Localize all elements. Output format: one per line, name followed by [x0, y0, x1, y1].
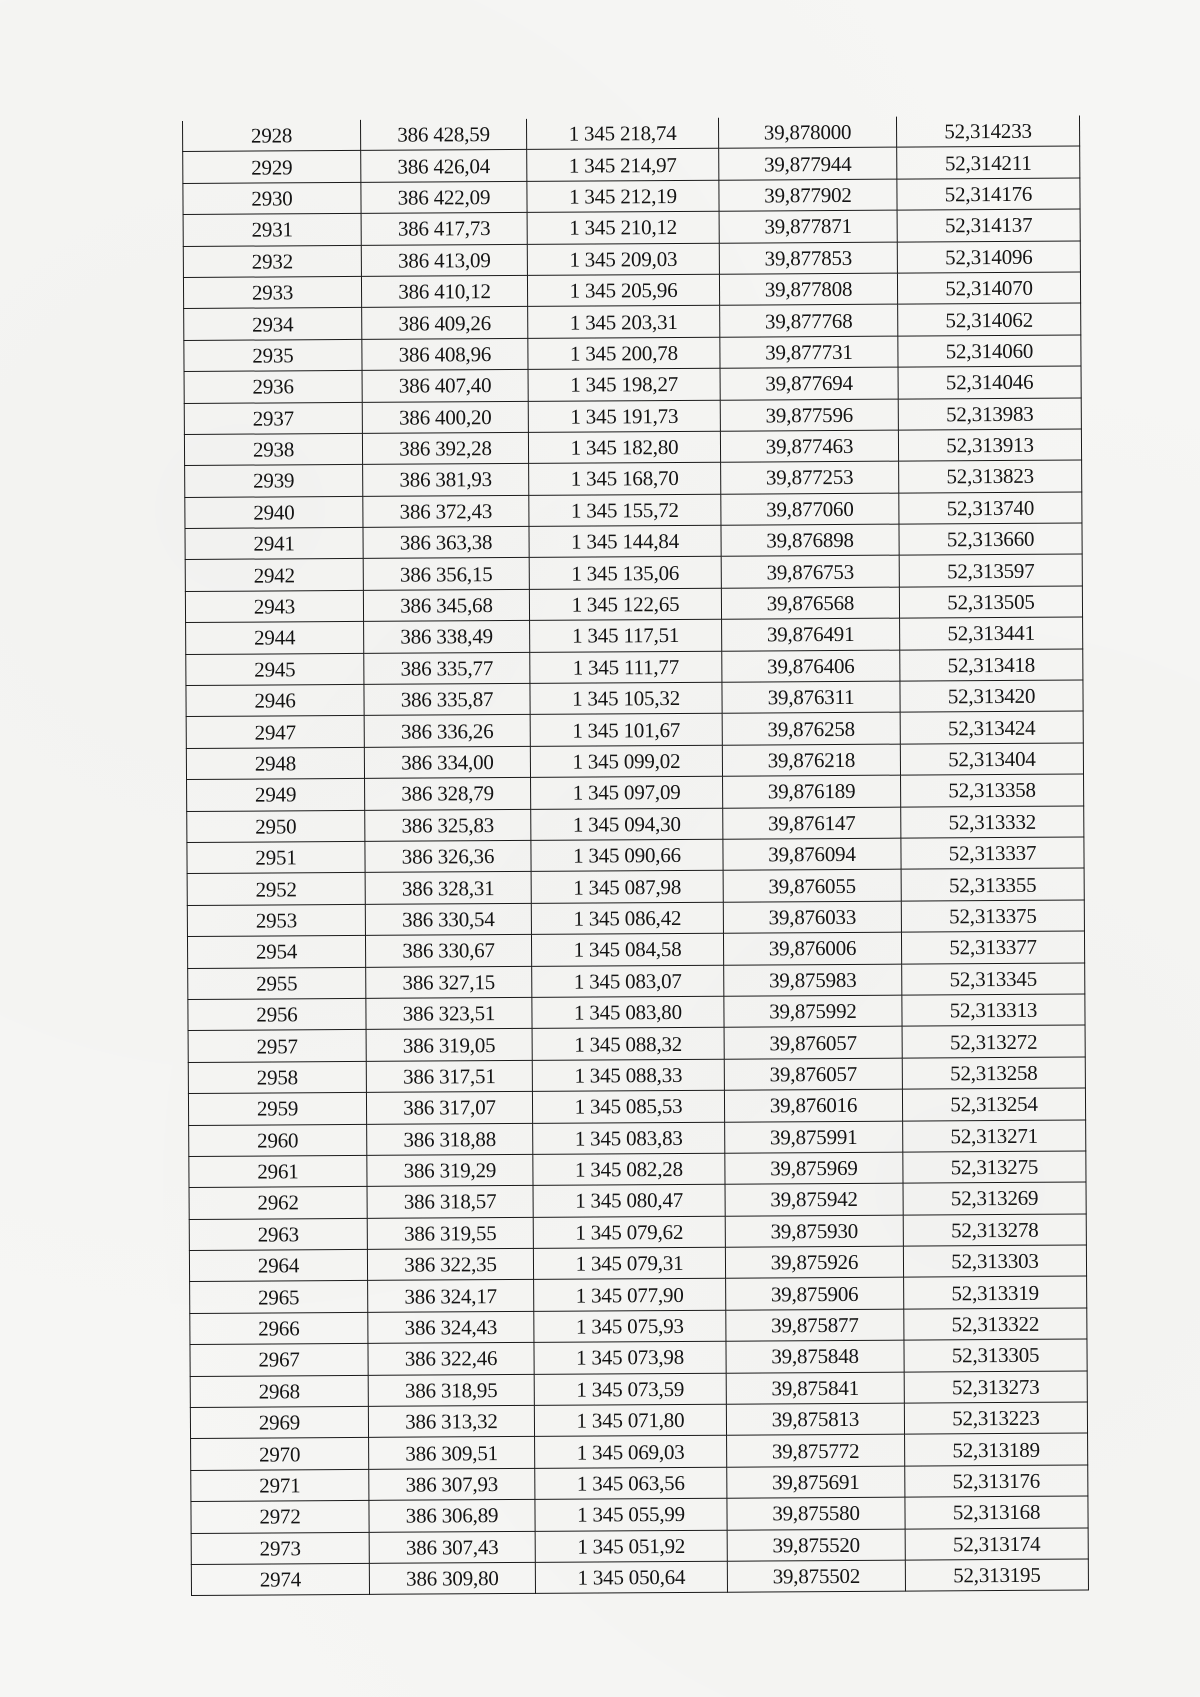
table-row [187, 837, 1084, 874]
y-coordinate-cell: 1 345 210,12 [527, 211, 719, 244]
point-number-cell: 2964 [189, 1249, 367, 1281]
point-number-cell: 2933 [183, 276, 361, 308]
longitude-cell: 39,877871 [719, 210, 897, 242]
latitude-cell: 52,313176 [905, 1465, 1088, 1498]
longitude-cell: 39,875772 [727, 1435, 905, 1467]
latitude-cell: 52,313660 [899, 523, 1082, 556]
point-number-cell: 2950 [187, 810, 365, 842]
point-number-cell: 2951 [187, 841, 365, 873]
y-coordinate-cell: 1 345 155,72 [529, 494, 721, 527]
latitude-cell: 52,313168 [905, 1496, 1088, 1529]
x-coordinate-cell: 386 330,54 [365, 903, 531, 935]
latitude-cell: 52,313313 [902, 994, 1085, 1027]
y-coordinate-cell: 1 345 182,80 [528, 431, 720, 464]
table-row [182, 116, 1079, 152]
longitude-cell: 39,875930 [725, 1215, 903, 1247]
x-coordinate-cell: 386 356,15 [363, 558, 529, 590]
point-number-cell: 2948 [186, 747, 364, 779]
table-row [190, 1402, 1087, 1439]
x-coordinate-cell: 386 325,83 [365, 809, 531, 841]
latitude-cell: 52,313195 [905, 1559, 1088, 1592]
y-coordinate-cell: 1 345 050,64 [535, 1561, 727, 1594]
x-coordinate-cell: 386 328,79 [365, 778, 531, 810]
latitude-cell: 52,314176 [897, 178, 1080, 211]
point-number-cell: 2949 [187, 779, 365, 811]
longitude-cell: 39,876218 [722, 744, 900, 776]
latitude-cell: 52,314211 [897, 146, 1080, 179]
y-coordinate-cell: 1 345 135,06 [529, 557, 721, 590]
longitude-cell: 39,876055 [723, 869, 901, 901]
y-coordinate-cell: 1 345 071,80 [534, 1404, 726, 1437]
latitude-cell: 52,314096 [897, 241, 1080, 274]
point-number-cell: 2952 [187, 873, 365, 905]
x-coordinate-cell: 386 426,04 [361, 150, 527, 182]
table-row [183, 241, 1080, 278]
y-coordinate-cell: 1 345 085,53 [532, 1090, 724, 1123]
coordinates-table-container [182, 116, 1088, 1597]
longitude-cell: 39,878000 [718, 117, 896, 149]
y-coordinate-cell: 1 345 168,70 [529, 463, 721, 496]
latitude-cell: 52,314062 [898, 303, 1081, 336]
y-coordinate-cell: 1 345 205,96 [527, 274, 719, 307]
latitude-cell: 52,313377 [901, 931, 1084, 964]
coordinates-table-body [182, 116, 1088, 1596]
point-number-cell: 2945 [186, 653, 364, 685]
x-coordinate-cell: 386 309,51 [369, 1437, 535, 1469]
point-number-cell: 2929 [183, 151, 361, 183]
latitude-cell: 52,314137 [897, 209, 1080, 242]
point-number-cell: 2935 [184, 339, 362, 371]
y-coordinate-cell: 1 345 214,97 [527, 149, 719, 182]
y-coordinate-cell: 1 345 075,93 [534, 1310, 726, 1343]
x-coordinate-cell: 386 322,35 [367, 1248, 533, 1280]
table-row [190, 1276, 1087, 1313]
point-number-cell: 2944 [186, 622, 364, 654]
table-row [184, 335, 1081, 372]
latitude-cell: 52,313174 [905, 1528, 1088, 1561]
table-row [188, 963, 1085, 1000]
latitude-cell: 52,313332 [901, 806, 1084, 839]
table-row [189, 1245, 1086, 1282]
latitude-cell: 52,313505 [899, 586, 1082, 619]
table-row [185, 492, 1082, 529]
table-row [187, 806, 1084, 843]
y-coordinate-cell: 1 345 079,31 [533, 1247, 725, 1280]
longitude-cell: 39,877768 [720, 304, 898, 336]
table-row [184, 429, 1081, 466]
x-coordinate-cell: 386 322,46 [368, 1343, 534, 1375]
table-row [189, 1119, 1086, 1156]
longitude-cell: 39,875841 [726, 1372, 904, 1404]
point-number-cell: 2956 [188, 998, 366, 1030]
latitude-cell: 52,313269 [903, 1182, 1086, 1215]
y-coordinate-cell: 1 345 191,73 [528, 400, 720, 433]
x-coordinate-cell: 386 328,31 [365, 872, 531, 904]
longitude-cell: 39,875520 [727, 1529, 905, 1561]
y-coordinate-cell: 1 345 073,59 [534, 1373, 726, 1406]
y-coordinate-cell: 1 345 090,66 [531, 839, 723, 872]
latitude-cell: 52,313418 [900, 649, 1083, 682]
longitude-cell: 39,875848 [726, 1340, 904, 1372]
longitude-cell: 39,876057 [724, 1026, 902, 1058]
point-number-cell: 2963 [189, 1218, 367, 1250]
point-number-cell: 2968 [190, 1375, 368, 1407]
y-coordinate-cell: 1 345 122,65 [529, 588, 721, 621]
table-row [185, 586, 1082, 623]
latitude-cell: 52,313597 [899, 554, 1082, 587]
longitude-cell: 39,876094 [723, 838, 901, 870]
longitude-cell: 39,877944 [719, 148, 897, 180]
x-coordinate-cell: 386 409,26 [362, 307, 528, 339]
latitude-cell: 52,313913 [898, 429, 1081, 462]
table-row [184, 398, 1081, 435]
coordinates-table [182, 116, 1089, 1597]
x-coordinate-cell: 386 319,55 [367, 1217, 533, 1249]
table-row [189, 1214, 1086, 1251]
latitude-cell: 52,313305 [904, 1339, 1087, 1372]
point-number-cell: 2957 [188, 1030, 366, 1062]
y-coordinate-cell: 1 345 079,62 [533, 1216, 725, 1249]
y-coordinate-cell: 1 345 088,32 [532, 1028, 724, 1061]
x-coordinate-cell: 386 318,57 [367, 1186, 533, 1218]
y-coordinate-cell: 1 345 203,31 [528, 306, 720, 339]
longitude-cell: 39,876033 [723, 901, 901, 933]
x-coordinate-cell: 386 336,26 [364, 715, 530, 747]
point-number-cell: 2947 [186, 716, 364, 748]
y-coordinate-cell: 1 345 101,67 [530, 714, 722, 747]
y-coordinate-cell: 1 345 200,78 [528, 337, 720, 370]
point-number-cell: 2954 [187, 936, 365, 968]
longitude-cell: 39,875813 [726, 1403, 904, 1435]
x-coordinate-cell: 386 334,00 [364, 746, 530, 778]
y-coordinate-cell: 1 345 083,07 [532, 965, 724, 998]
latitude-cell: 52,313404 [900, 743, 1083, 776]
longitude-cell: 39,876898 [721, 524, 899, 556]
point-number-cell: 2969 [190, 1406, 368, 1438]
y-coordinate-cell: 1 345 087,98 [531, 871, 723, 904]
point-number-cell: 2932 [183, 245, 361, 277]
point-number-cell: 2966 [190, 1312, 368, 1344]
x-coordinate-cell: 386 307,43 [369, 1531, 535, 1563]
x-coordinate-cell: 386 410,12 [361, 275, 527, 307]
x-coordinate-cell: 386 417,73 [361, 213, 527, 245]
table-row [183, 178, 1080, 215]
longitude-cell: 39,876016 [724, 1089, 902, 1121]
latitude-cell: 52,314070 [897, 272, 1080, 305]
point-number-cell: 2942 [185, 559, 363, 591]
longitude-cell: 39,876258 [722, 713, 900, 745]
longitude-cell: 39,876491 [722, 618, 900, 650]
point-number-cell: 2970 [191, 1438, 369, 1470]
x-coordinate-cell: 386 392,28 [362, 432, 528, 464]
point-number-cell: 2958 [188, 1061, 366, 1093]
x-coordinate-cell: 386 330,67 [365, 935, 531, 967]
table-row [190, 1371, 1087, 1408]
table-row [186, 743, 1083, 780]
y-coordinate-cell: 1 345 084,58 [531, 933, 723, 966]
latitude-cell: 52,313278 [903, 1214, 1086, 1247]
y-coordinate-cell: 1 345 055,99 [535, 1498, 727, 1531]
y-coordinate-cell: 1 345 077,90 [534, 1279, 726, 1312]
x-coordinate-cell: 386 309,80 [369, 1562, 535, 1594]
y-coordinate-cell: 1 345 099,02 [530, 745, 722, 778]
x-coordinate-cell: 386 408,96 [362, 338, 528, 370]
x-coordinate-cell: 386 318,95 [368, 1374, 534, 1406]
longitude-cell: 39,877253 [721, 461, 899, 493]
table-row [190, 1308, 1087, 1345]
y-coordinate-cell: 1 345 069,03 [535, 1436, 727, 1469]
point-number-cell: 2972 [191, 1501, 369, 1533]
point-number-cell: 2967 [190, 1344, 368, 1376]
latitude-cell: 52,313189 [905, 1433, 1088, 1466]
latitude-cell: 52,313258 [902, 1057, 1085, 1090]
longitude-cell: 39,877853 [719, 242, 897, 274]
latitude-cell: 52,313345 [902, 963, 1085, 996]
point-number-cell: 2939 [185, 465, 363, 497]
x-coordinate-cell: 386 324,43 [368, 1311, 534, 1343]
y-coordinate-cell: 1 345 212,19 [527, 180, 719, 213]
longitude-cell: 39,875942 [725, 1183, 903, 1215]
y-coordinate-cell: 1 345 063,56 [535, 1467, 727, 1500]
latitude-cell: 52,313375 [901, 900, 1084, 933]
table-row [186, 680, 1083, 717]
latitude-cell: 52,313272 [902, 1025, 1085, 1058]
latitude-cell: 52,313303 [903, 1245, 1086, 1278]
point-number-cell: 2965 [190, 1281, 368, 1313]
longitude-cell: 39,875992 [724, 995, 902, 1027]
table-row [186, 649, 1083, 686]
table-row [191, 1528, 1088, 1565]
longitude-cell: 39,875502 [727, 1560, 905, 1592]
table-row [187, 931, 1084, 968]
x-coordinate-cell: 386 413,09 [361, 244, 527, 276]
y-coordinate-cell: 1 345 144,84 [529, 525, 721, 558]
x-coordinate-cell: 386 307,93 [369, 1468, 535, 1500]
table-row [189, 1151, 1086, 1188]
x-coordinate-cell: 386 422,09 [361, 181, 527, 213]
longitude-cell: 39,875691 [727, 1466, 905, 1498]
y-coordinate-cell: 1 345 111,77 [530, 651, 722, 684]
table-row [185, 554, 1082, 591]
point-number-cell: 2973 [191, 1532, 369, 1564]
longitude-cell: 39,876568 [721, 587, 899, 619]
point-number-cell: 2938 [184, 433, 362, 465]
point-number-cell: 2936 [184, 371, 362, 403]
y-coordinate-cell: 1 345 094,30 [531, 808, 723, 841]
table-row [191, 1433, 1088, 1470]
longitude-cell: 39,876311 [722, 681, 900, 713]
x-coordinate-cell: 386 326,36 [365, 840, 531, 872]
y-coordinate-cell: 1 345 051,92 [535, 1530, 727, 1563]
point-number-cell: 2971 [191, 1469, 369, 1501]
x-coordinate-cell: 386 400,20 [362, 401, 528, 433]
point-number-cell: 2959 [188, 1093, 366, 1125]
longitude-cell: 39,876006 [723, 932, 901, 964]
table-row [191, 1465, 1088, 1502]
latitude-cell: 52,313271 [903, 1119, 1086, 1152]
longitude-cell: 39,875969 [725, 1152, 903, 1184]
x-coordinate-cell: 386 318,88 [367, 1123, 533, 1155]
y-coordinate-cell: 1 345 086,42 [531, 902, 723, 935]
longitude-cell: 39,877808 [719, 273, 897, 305]
point-number-cell: 2928 [182, 120, 360, 152]
latitude-cell: 52,313823 [899, 460, 1082, 493]
y-coordinate-cell: 1 345 083,80 [532, 996, 724, 1029]
x-coordinate-cell: 386 381,93 [363, 464, 529, 496]
table-row [188, 1057, 1085, 1094]
x-coordinate-cell: 386 313,32 [368, 1405, 534, 1437]
table-row [184, 303, 1081, 340]
point-number-cell: 2943 [185, 590, 363, 622]
point-number-cell: 2962 [189, 1187, 367, 1219]
point-number-cell: 2937 [184, 402, 362, 434]
y-coordinate-cell: 1 345 218,74 [526, 118, 718, 150]
y-coordinate-cell: 1 345 088,33 [532, 1059, 724, 1092]
y-coordinate-cell: 1 345 097,09 [531, 776, 723, 809]
y-coordinate-cell: 1 345 073,98 [534, 1341, 726, 1374]
latitude-cell: 52,313420 [900, 680, 1083, 713]
longitude-cell: 39,877694 [720, 367, 898, 399]
latitude-cell: 52,313355 [901, 868, 1084, 901]
table-row [183, 209, 1080, 246]
table-row [185, 523, 1082, 560]
y-coordinate-cell: 1 345 082,28 [533, 1153, 725, 1186]
longitude-cell: 39,876753 [721, 556, 899, 588]
latitude-cell: 52,313358 [901, 774, 1084, 807]
longitude-cell: 39,877596 [720, 399, 898, 431]
table-row [183, 272, 1080, 309]
y-coordinate-cell: 1 345 209,03 [527, 243, 719, 276]
point-number-cell: 2960 [189, 1124, 367, 1156]
x-coordinate-cell: 386 407,40 [362, 370, 528, 402]
x-coordinate-cell: 386 428,59 [360, 119, 526, 151]
longitude-cell: 39,875983 [724, 964, 902, 996]
table-row [186, 711, 1083, 748]
table-row [188, 994, 1085, 1031]
table-row [185, 460, 1082, 497]
table-row [191, 1496, 1088, 1533]
longitude-cell: 39,876189 [723, 775, 901, 807]
point-number-cell: 2940 [185, 496, 363, 528]
table-row [188, 1088, 1085, 1125]
x-coordinate-cell: 386 327,15 [366, 966, 532, 998]
y-coordinate-cell: 1 345 080,47 [533, 1184, 725, 1217]
latitude-cell: 52,313424 [900, 711, 1083, 744]
point-number-cell: 2934 [184, 308, 362, 340]
longitude-cell: 39,876406 [722, 650, 900, 682]
latitude-cell: 52,313223 [904, 1402, 1087, 1435]
table-row [187, 900, 1084, 937]
longitude-cell: 39,877463 [720, 430, 898, 462]
x-coordinate-cell: 386 319,29 [367, 1154, 533, 1186]
x-coordinate-cell: 386 323,51 [366, 997, 532, 1029]
x-coordinate-cell: 386 306,89 [369, 1500, 535, 1532]
x-coordinate-cell: 386 317,07 [366, 1091, 532, 1123]
latitude-cell: 52,313983 [898, 398, 1081, 431]
x-coordinate-cell: 386 335,77 [364, 652, 530, 684]
x-coordinate-cell: 386 338,49 [364, 621, 530, 653]
x-coordinate-cell: 386 345,68 [363, 589, 529, 621]
x-coordinate-cell: 386 324,17 [368, 1280, 534, 1312]
latitude-cell: 52,313319 [904, 1276, 1087, 1309]
point-number-cell: 2974 [191, 1563, 369, 1595]
table-row [191, 1559, 1088, 1596]
point-number-cell: 2961 [189, 1155, 367, 1187]
point-number-cell: 2953 [187, 904, 365, 936]
table-row [190, 1339, 1087, 1376]
longitude-cell: 39,877902 [719, 179, 897, 211]
longitude-cell: 39,875991 [725, 1121, 903, 1153]
x-coordinate-cell: 386 317,51 [366, 1060, 532, 1092]
x-coordinate-cell: 386 335,87 [364, 683, 530, 715]
latitude-cell: 52,314046 [898, 366, 1081, 399]
latitude-cell: 52,313254 [902, 1088, 1085, 1121]
x-coordinate-cell: 386 363,38 [363, 526, 529, 558]
table-row [188, 1025, 1085, 1062]
point-number-cell: 2941 [185, 527, 363, 559]
latitude-cell: 52,313273 [904, 1371, 1087, 1404]
latitude-cell: 52,313337 [901, 837, 1084, 870]
latitude-cell: 52,314060 [898, 335, 1081, 368]
longitude-cell: 39,876147 [723, 807, 901, 839]
latitude-cell: 52,313275 [903, 1151, 1086, 1184]
y-coordinate-cell: 1 345 083,83 [533, 1122, 725, 1155]
y-coordinate-cell: 1 345 105,32 [530, 682, 722, 715]
longitude-cell: 39,876057 [724, 1058, 902, 1090]
longitude-cell: 39,875580 [727, 1497, 905, 1529]
longitude-cell: 39,875906 [726, 1278, 904, 1310]
point-number-cell: 2955 [188, 967, 366, 999]
point-number-cell: 2946 [186, 684, 364, 716]
latitude-cell: 52,313441 [900, 617, 1083, 650]
table-row [184, 366, 1081, 403]
table-row [189, 1182, 1086, 1219]
latitude-cell: 52,314233 [896, 116, 1079, 148]
latitude-cell: 52,313740 [899, 492, 1082, 525]
point-number-cell: 2931 [183, 214, 361, 246]
x-coordinate-cell: 386 372,43 [363, 495, 529, 527]
longitude-cell: 39,877060 [721, 493, 899, 525]
x-coordinate-cell: 386 319,05 [366, 1029, 532, 1061]
table-row [183, 146, 1080, 183]
point-number-cell: 2930 [183, 182, 361, 214]
table-row [187, 868, 1084, 905]
y-coordinate-cell: 1 345 198,27 [528, 368, 720, 401]
table-row [186, 617, 1083, 654]
longitude-cell: 39,875877 [726, 1309, 904, 1341]
y-coordinate-cell: 1 345 117,51 [530, 619, 722, 652]
longitude-cell: 39,875926 [725, 1246, 903, 1278]
latitude-cell: 52,313322 [904, 1308, 1087, 1341]
longitude-cell: 39,877731 [720, 336, 898, 368]
table-row [187, 774, 1084, 811]
